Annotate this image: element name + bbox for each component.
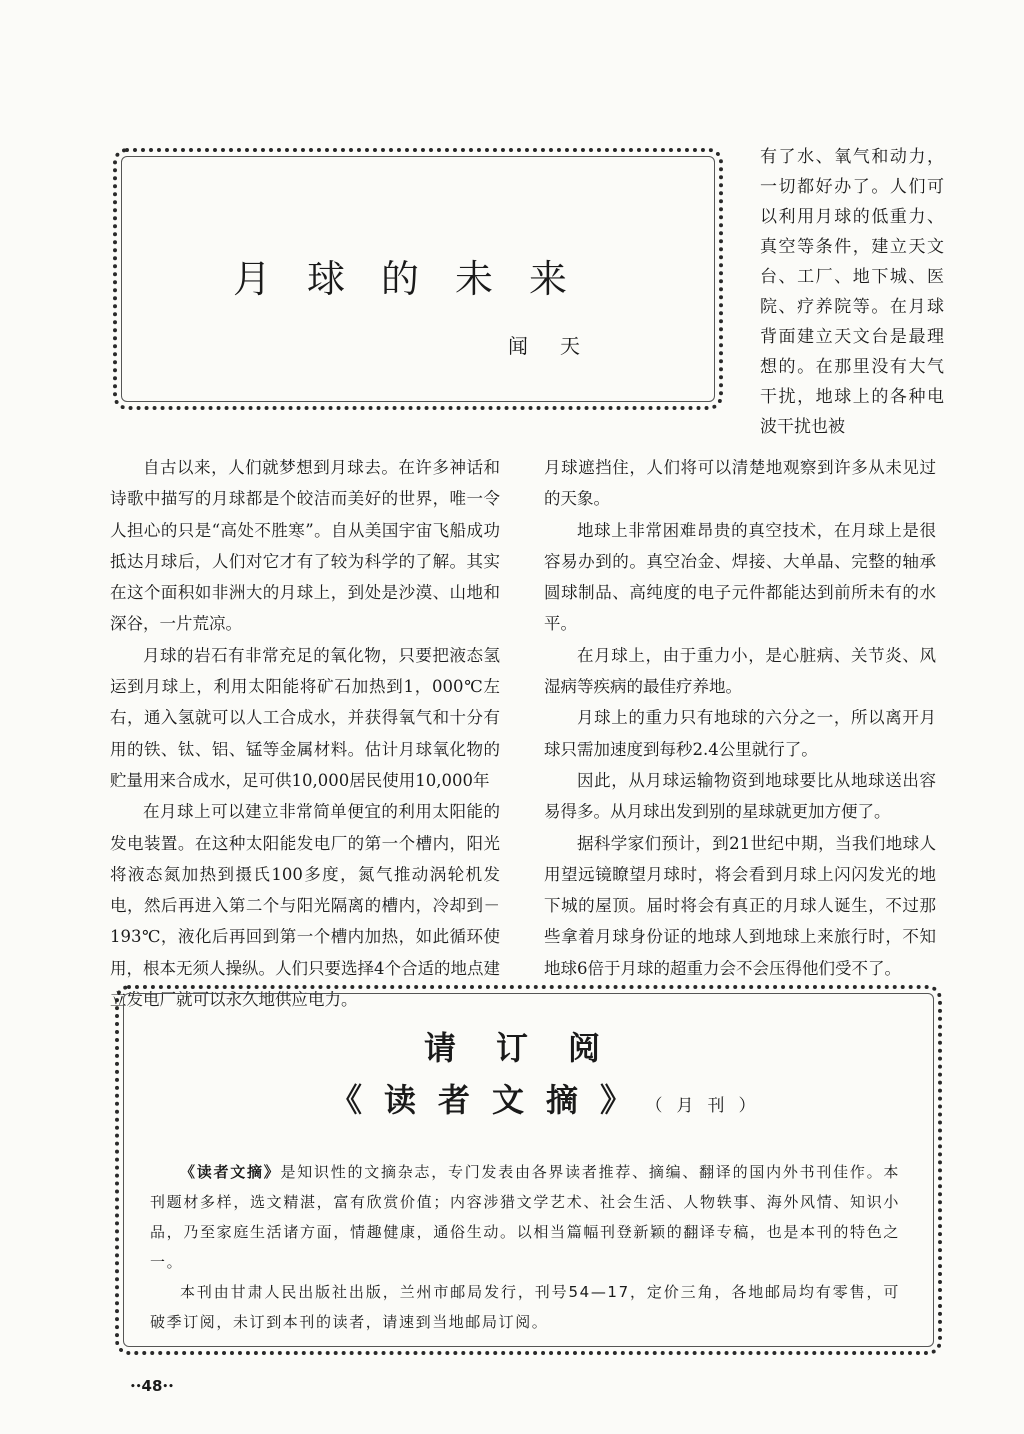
ad-frequency: （月刊） bbox=[654, 1096, 770, 1116]
right-paragraph: 在月球上，由于重力小，是心脏病、关节炎、风湿病等疾病的最佳疗养地。 bbox=[544, 645, 936, 697]
ad-heading: 请订阅 bbox=[423, 1029, 640, 1067]
ad-body bbox=[150, 1157, 900, 1337]
article-title: 月球的未来 bbox=[233, 257, 604, 301]
right-paragraph: 据科学家们预计，到21世纪中期，当我们地球人用望远镜瞭望月球时，将会看到月球上闪闪发光的地下城的屋顶。届时将会有真正的月球人诞生，不过那些拿着月球身份证的地球人到地球上来旅行时，不知地球6倍于月球的超重力会不会压得他们受不了。 bbox=[544, 833, 936, 978]
ad-paragraph: 本刊由甘肃人民出版社出版，兰州市邮局发行，刊号54—17，定价三角，各地邮局均有零售，可破季订阅，未订到本刊的读者，请速到当地邮局订阅。 bbox=[150, 1283, 900, 1331]
left-paragraph: 自古以来，人们就梦想到月球去。在许多神话和诗歌中描写的月球都是个皎洁而美好的世界，唯一令人担心的只是“高处不胜寒”。自从美国宇宙飞船成功抵达月球后，人们对它才有了较为科学的了解。其实在这个面积如非洲大的月球上，到处是沙漠、山地和深谷，一片荒凉。 bbox=[110, 458, 500, 634]
left-paragraph: 月球的岩石有非常充足的氧化物，只要把液态氢运到月球上，利用太阳能将矿石加热到1，000℃左右，通入氢就可以人工合成水，并获得氧气和十分有用的铁、钛、铝、锰等金属材料。估计月球氧化物的贮量用来合成水，足可供10,000居民使用10,000年 bbox=[110, 645, 500, 790]
article-author: 闻天 bbox=[508, 334, 612, 358]
right-column bbox=[544, 452, 936, 984]
ad-magazine-inline: 《读者文摘》 bbox=[180, 1163, 281, 1181]
ad-paragraph: 《读者文摘》是知识性的文摘杂志，专门发表由各界读者推荐、摘编、翻译的国内外书刊佳作。本刊题材多样，选文精湛，富有欣赏价值；内容涉猎文学艺术、社会生活、人物轶事、海外风情、知识小品，乃至家庭生活诸方面，情趣健康，通俗生动。以相当篇幅刊登新颖的翻译专稿，也是本刊的特色之一。 bbox=[150, 1163, 900, 1271]
right-paragraph: 月球上的重力只有地球的六分之一，所以离开月球只需加速度到每秒2.4公里就行了。 bbox=[544, 708, 936, 759]
left-column bbox=[110, 452, 500, 1015]
ad-magazine-line bbox=[330, 1075, 770, 1121]
page-number: •• 48 •• bbox=[130, 1377, 174, 1395]
right-paragraph: 因此，从月球运输物资到地球要比从地球送出容易得多。从月球出发到别的星球就更加方便了。 bbox=[544, 770, 936, 822]
ad-magazine-title: 《读者文摘》 bbox=[330, 1081, 655, 1119]
right-paragraph: 月球遮挡住，人们将可以清楚地观察到许多从未见过的天象。 bbox=[544, 458, 936, 509]
left-paragraph: 在月球上可以建立非常简单便宜的利用太阳能的发电装置。在这种太阳能发电厂的第一个槽内，阳光将液态氮加热到摄氏100多度，氮气推动涡轮机发电，然后再进入第二个与阳光隔离的槽内，冷却到－193℃，液化后再回到第一个槽内加热，如此循环使用，根本无须人操纵。人们只要选择4个合适的地点建立发电厂就可以永久地供应电力。 bbox=[110, 802, 500, 1010]
right-paragraph: 地球上非常困难昂贵的真空技术，在月球上是很容易办到的。真空冶金、焊接、大单晶、完整的轴承圆球制品、高纯度的电子元件都能达到前所未有的水平。 bbox=[544, 520, 936, 634]
side-column-text: 有了水、氧气和动力，一切都好办了。人们可以利用月球的低重力、真空等条件，建立天文台、工厂、地下城、医院、疗养院等。在月球背面建立天文台是最理想的。在那里没有大气干扰，地球上的各种电波干扰也被 bbox=[760, 147, 944, 437]
